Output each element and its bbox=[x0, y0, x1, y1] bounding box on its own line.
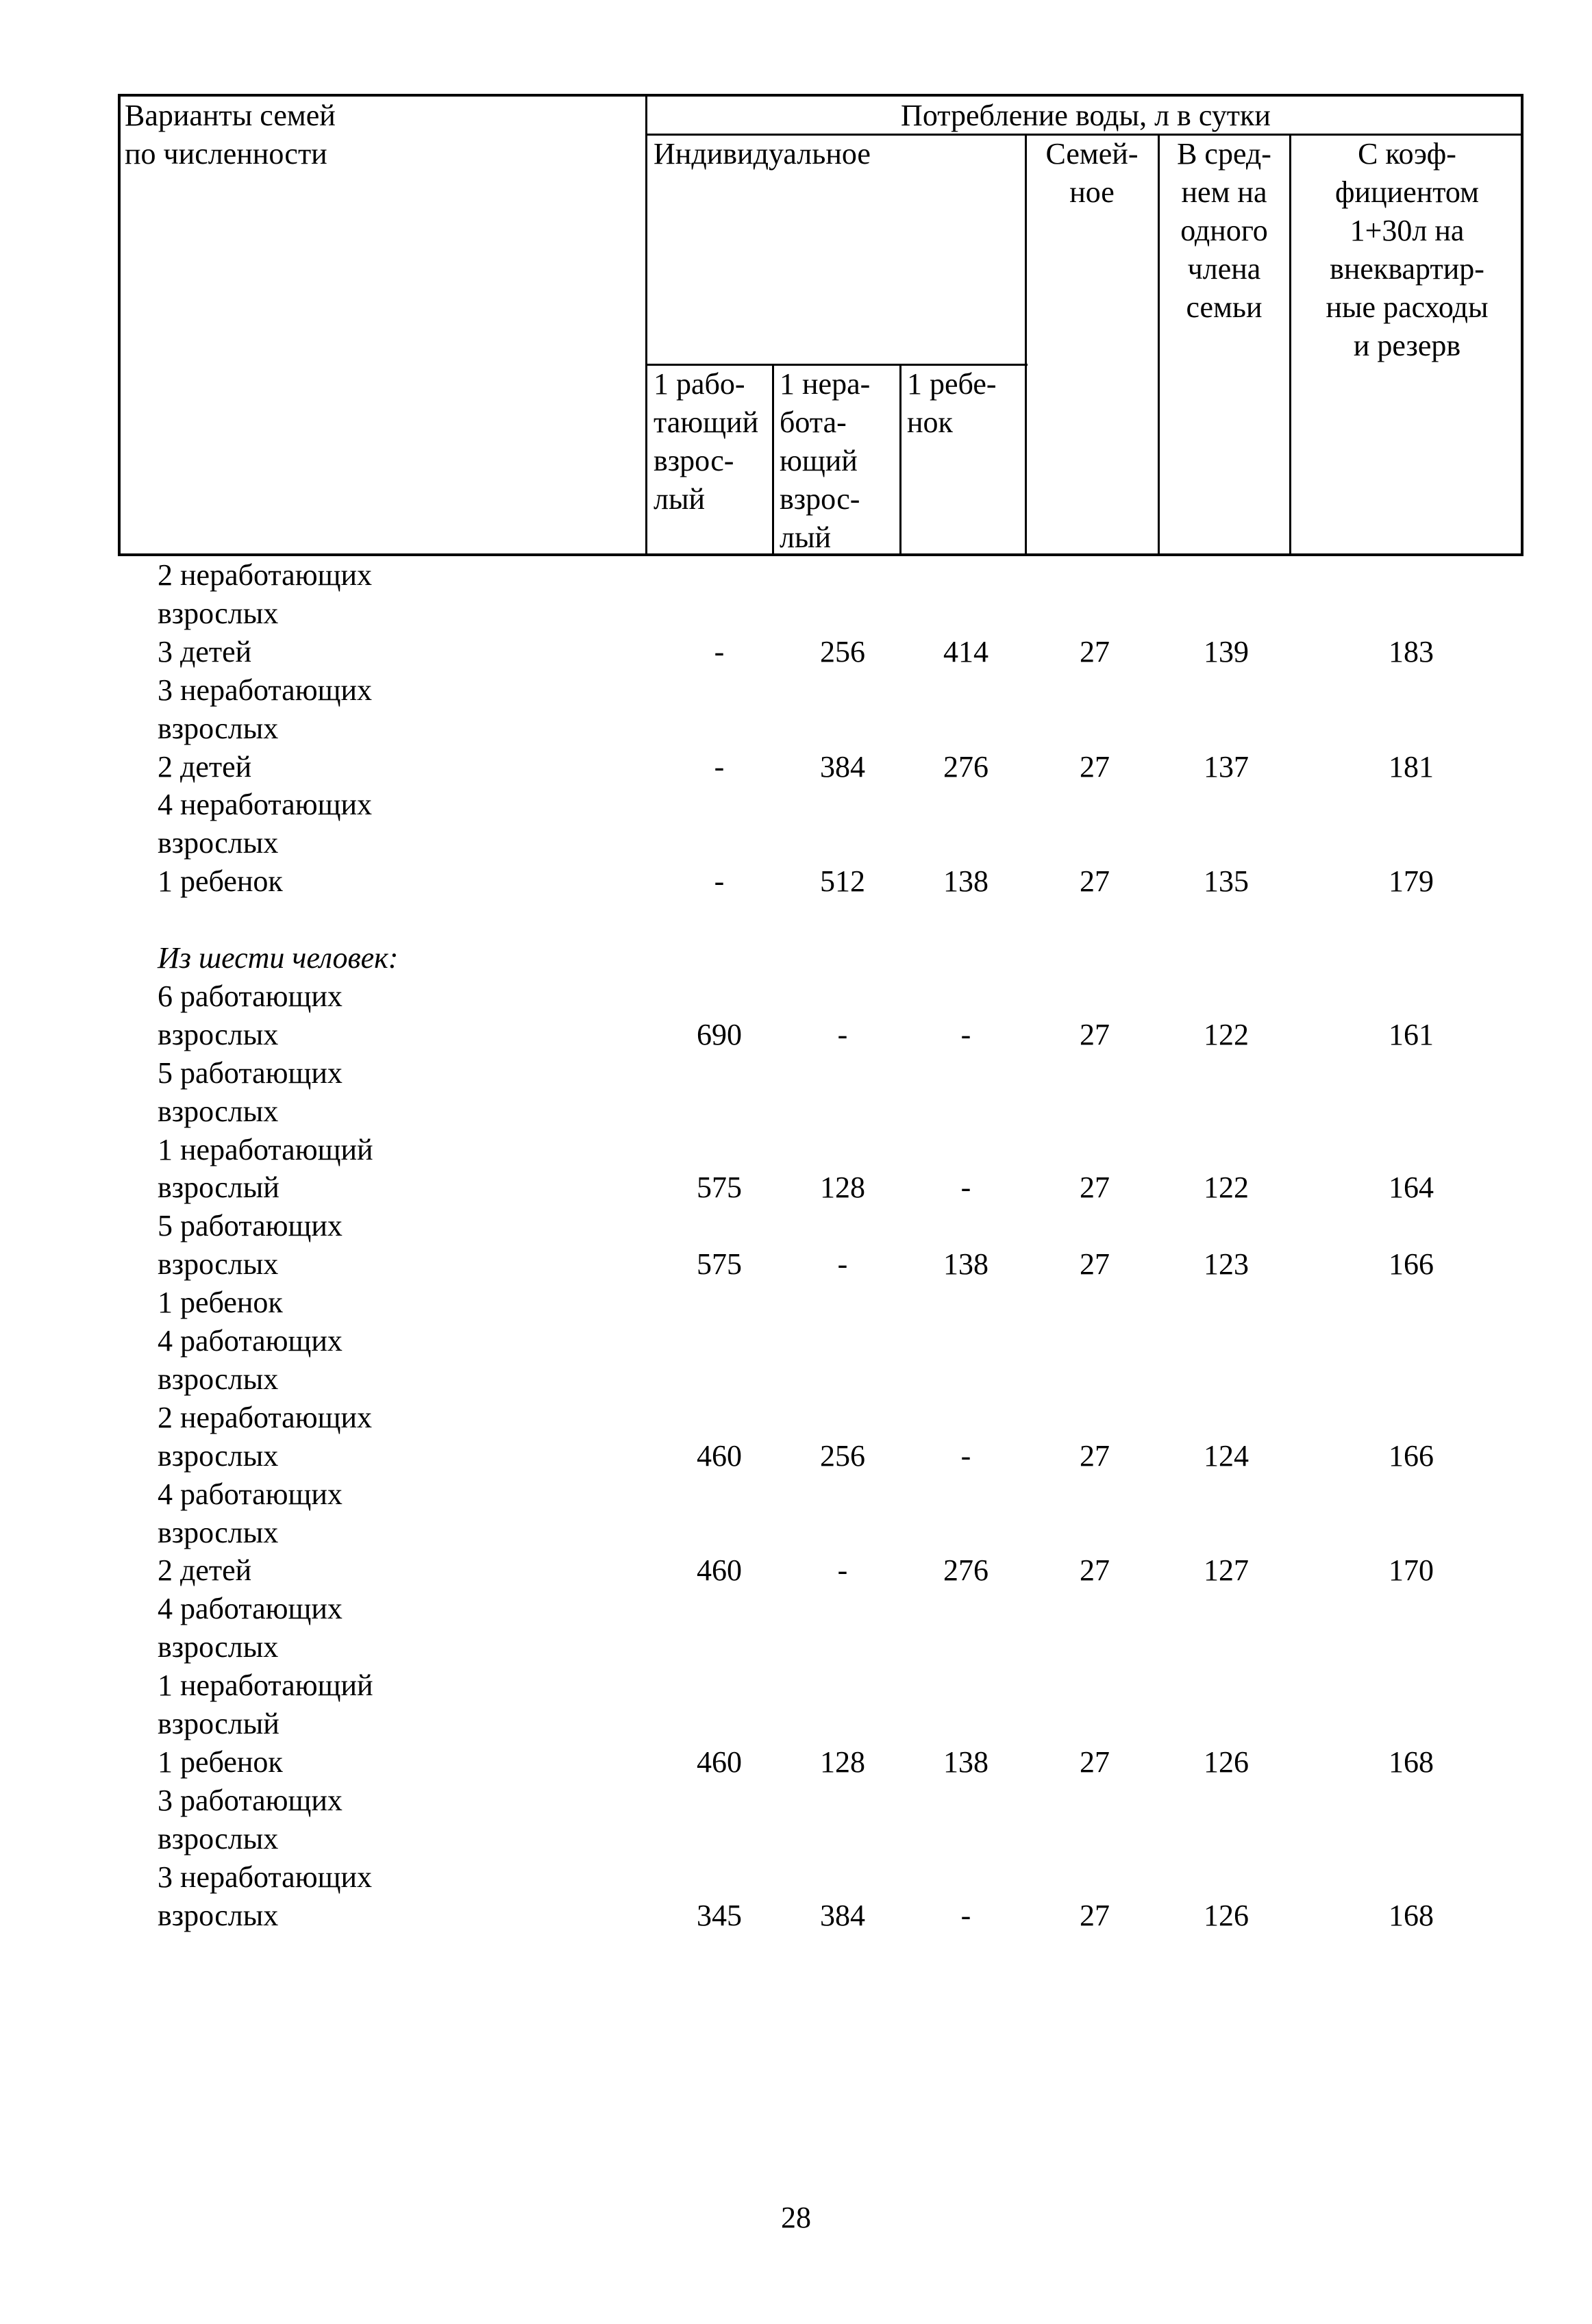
row-value: 183 bbox=[1389, 634, 1434, 669]
table-row bbox=[0, 1858, 1592, 1897]
table-row bbox=[0, 671, 1592, 710]
row-value: 575 bbox=[697, 1171, 742, 1205]
row-label: взрослых bbox=[158, 1094, 279, 1128]
table-row bbox=[0, 1743, 1592, 1782]
row-value: 27 bbox=[1080, 864, 1110, 899]
row-label: взрослых bbox=[158, 1362, 279, 1396]
header-average: В сред- нем на одного члена семьи bbox=[1177, 137, 1271, 324]
row-value: 512 bbox=[820, 864, 865, 899]
row-value: 166 bbox=[1389, 1247, 1434, 1282]
table-row bbox=[0, 1666, 1592, 1705]
table-row bbox=[0, 862, 1592, 901]
table-row bbox=[0, 1016, 1592, 1054]
row-label: взрослых bbox=[158, 1247, 279, 1282]
row-value: 122 bbox=[1204, 1017, 1249, 1051]
row-label: Из шести человек: bbox=[158, 941, 399, 975]
header-nonworking-adult: 1 нера- бота- ющий взрос- лый bbox=[780, 367, 871, 554]
row-value: 170 bbox=[1389, 1553, 1434, 1588]
row-value: 179 bbox=[1389, 864, 1434, 899]
header-working-adult: 1 рабо- тающий взрос- лый bbox=[654, 367, 759, 516]
row-label: взрослый bbox=[158, 1171, 279, 1205]
table-row bbox=[0, 824, 1592, 862]
row-value: 27 bbox=[1080, 1898, 1110, 1932]
row-value: 690 bbox=[697, 1017, 742, 1051]
table-row bbox=[0, 786, 1592, 824]
table-row bbox=[0, 1705, 1592, 1743]
table-row bbox=[0, 556, 1592, 595]
row-label: 1 ребенок bbox=[158, 1286, 283, 1320]
header-variants: Варианты семей по численности bbox=[125, 99, 336, 171]
row-value: 127 bbox=[1204, 1553, 1249, 1588]
table-row bbox=[0, 1590, 1592, 1628]
row-label: 2 детей bbox=[158, 1553, 252, 1588]
row-value: 126 bbox=[1204, 1745, 1249, 1779]
header-family: Семей- ное bbox=[1045, 137, 1139, 209]
row-value: - bbox=[960, 1017, 971, 1051]
row-label: взрослых bbox=[158, 826, 279, 860]
row-label: 1 неработающий bbox=[158, 1132, 373, 1166]
table-row bbox=[0, 1628, 1592, 1666]
table-row bbox=[0, 1399, 1592, 1437]
row-value: 137 bbox=[1204, 749, 1249, 784]
row-value: - bbox=[714, 749, 725, 784]
row-label: взрослых bbox=[158, 1898, 279, 1932]
row-label: 4 работающих bbox=[158, 1477, 343, 1511]
row-value: 460 bbox=[697, 1438, 742, 1473]
table-row bbox=[0, 977, 1592, 1016]
row-value: 168 bbox=[1389, 1898, 1434, 1932]
row-value: - bbox=[960, 1171, 971, 1205]
table-row bbox=[0, 939, 1592, 977]
table-row bbox=[0, 1092, 1592, 1131]
table-row bbox=[0, 1207, 1592, 1245]
row-label: 4 работающих bbox=[158, 1324, 343, 1358]
table-row bbox=[0, 710, 1592, 748]
row-value: 168 bbox=[1389, 1745, 1434, 1779]
row-value: 384 bbox=[820, 1898, 865, 1932]
table-row bbox=[0, 1437, 1592, 1475]
row-label: 5 работающих bbox=[158, 1209, 343, 1243]
row-value: - bbox=[714, 634, 725, 669]
page-number: 28 bbox=[781, 2201, 811, 2234]
row-label: 3 детей bbox=[158, 634, 252, 669]
row-value: 139 bbox=[1204, 634, 1249, 669]
row-value: 166 bbox=[1389, 1438, 1434, 1473]
row-value: 128 bbox=[820, 1745, 865, 1779]
row-label: взрослых bbox=[158, 1017, 279, 1051]
row-label: взрослых bbox=[158, 1630, 279, 1664]
row-value: 460 bbox=[697, 1745, 742, 1779]
row-value: 27 bbox=[1080, 634, 1110, 669]
table-row bbox=[0, 1551, 1592, 1590]
table-row bbox=[0, 1054, 1592, 1092]
row-label: 5 работающих bbox=[158, 1055, 343, 1090]
row-value: 27 bbox=[1080, 1745, 1110, 1779]
row-label: взрослый bbox=[158, 1707, 279, 1740]
row-label: 2 неработающих bbox=[158, 1400, 373, 1434]
row-value: 123 bbox=[1204, 1247, 1249, 1282]
table-row bbox=[0, 1245, 1592, 1284]
table-row bbox=[0, 595, 1592, 633]
table-row bbox=[0, 633, 1592, 671]
row-value: 27 bbox=[1080, 749, 1110, 784]
table-row bbox=[0, 1897, 1592, 1935]
row-value: 27 bbox=[1080, 1553, 1110, 1588]
row-label: взрослых bbox=[158, 1821, 279, 1856]
row-value: 27 bbox=[1080, 1438, 1110, 1473]
header-child: 1 ребе- нок bbox=[907, 367, 997, 439]
row-label: взрослых bbox=[158, 596, 279, 630]
row-value: 276 bbox=[943, 749, 988, 784]
row-value: 27 bbox=[1080, 1247, 1110, 1282]
row-label: 4 неработающих bbox=[158, 788, 373, 822]
row-label: 4 работающих bbox=[158, 1592, 343, 1626]
row-value: 128 bbox=[820, 1171, 865, 1205]
table-row bbox=[0, 1475, 1592, 1514]
row-value: 575 bbox=[697, 1247, 742, 1282]
row-label: 1 ребенок bbox=[158, 1745, 283, 1779]
table-row bbox=[0, 1514, 1592, 1552]
row-label: 2 неработающих bbox=[158, 558, 373, 592]
table-row bbox=[0, 1131, 1592, 1169]
row-value: 138 bbox=[943, 1247, 988, 1282]
row-value: 256 bbox=[820, 1438, 865, 1473]
table-row bbox=[0, 748, 1592, 786]
table-row bbox=[0, 1322, 1592, 1360]
row-value: - bbox=[960, 1898, 971, 1932]
header-water-consumption: Потребление воды, л в сутки bbox=[901, 99, 1271, 132]
table-header bbox=[118, 94, 1523, 556]
table-row bbox=[0, 1782, 1592, 1820]
row-value: 161 bbox=[1389, 1017, 1434, 1051]
row-value: 122 bbox=[1204, 1171, 1249, 1205]
row-value: 181 bbox=[1389, 749, 1434, 784]
table-row bbox=[0, 1360, 1592, 1399]
row-value: 345 bbox=[697, 1898, 742, 1932]
row-value: 460 bbox=[697, 1553, 742, 1588]
row-label: взрослых bbox=[158, 1438, 279, 1473]
row-value: 138 bbox=[943, 864, 988, 899]
table-row bbox=[0, 901, 1592, 939]
table-row bbox=[0, 1169, 1592, 1207]
header-individual: Индивидуальное bbox=[654, 137, 871, 171]
row-label: 2 детей bbox=[158, 749, 252, 784]
row-label: 6 работающих bbox=[158, 979, 343, 1013]
row-value: - bbox=[960, 1438, 971, 1473]
row-value: - bbox=[837, 1017, 848, 1051]
row-value: 164 bbox=[1389, 1171, 1434, 1205]
row-value: 27 bbox=[1080, 1171, 1110, 1205]
row-label: 3 неработающих bbox=[158, 673, 373, 707]
row-value: 384 bbox=[820, 749, 865, 784]
row-value: - bbox=[714, 864, 725, 899]
row-value: - bbox=[837, 1553, 848, 1588]
row-value: 27 bbox=[1080, 1017, 1110, 1051]
row-label: 1 ребенок bbox=[158, 864, 283, 899]
row-value: 138 bbox=[943, 1745, 988, 1779]
row-label: взрослых bbox=[158, 1515, 279, 1549]
row-value: 276 bbox=[943, 1553, 988, 1588]
row-value: 135 bbox=[1204, 864, 1249, 899]
row-label: взрослых bbox=[158, 711, 279, 745]
row-value: 256 bbox=[820, 634, 865, 669]
table-row bbox=[0, 1820, 1592, 1858]
row-value: 414 bbox=[943, 634, 988, 669]
row-value: 124 bbox=[1204, 1438, 1249, 1473]
row-value: - bbox=[837, 1247, 848, 1282]
row-label: 3 неработающих bbox=[158, 1860, 373, 1894]
table-row bbox=[0, 1284, 1592, 1322]
row-label: 1 неработающий bbox=[158, 1669, 373, 1703]
row-label: 3 работающих bbox=[158, 1783, 343, 1817]
header-coefficient: С коэф- фициентом 1+30л на внеквартир- ные расходы и резерв bbox=[1326, 137, 1489, 362]
row-value: 126 bbox=[1204, 1898, 1249, 1932]
